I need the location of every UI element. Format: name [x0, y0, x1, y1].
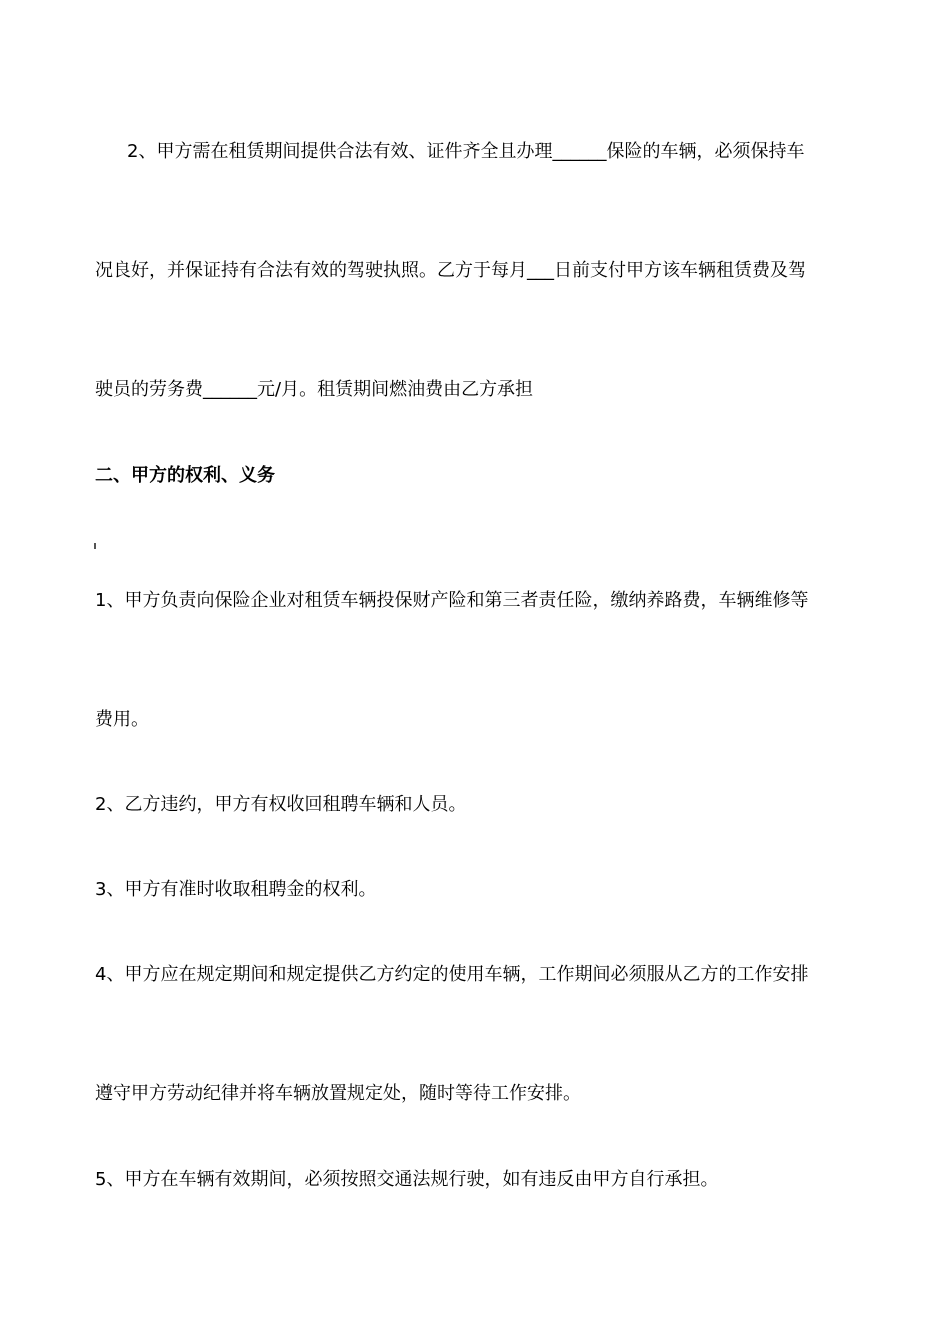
section1-item2-line2: 况良好，并保证持有合法有效的驾驶执照。乙方于每月___日前支付甲方该车辆租赁费及驾: [95, 260, 806, 281]
section2-item5: 5、甲方在车辆有效期间，必须按照交通法规行驶，如有违反由甲方自行承担。: [95, 1169, 719, 1190]
section2-item3: 3、甲方有准时收取租聘金的权利。: [95, 879, 377, 900]
section2-item4-line1: 4、甲方应在规定期间和规定提供乙方约定的使用车辆，工作期间必须服从乙方的工作安排: [95, 964, 809, 985]
section2-item1-line1: 1、甲方负责向保险企业对租赁车辆投保财产险和第三者责任险，缴纳养路费，车辆维修等: [95, 590, 809, 611]
section1-item2-line1: 2、甲方需在租赁期间提供合法有效、证件齐全且办理______保险的车辆，必须保持车: [127, 141, 805, 162]
section2-item4-line2: 遵守甲方劳动纪律并将车辆放置规定处，随时等待工作安排。: [95, 1083, 581, 1104]
section2-item2: 2、乙方违约，甲方有权收回租聘车辆和人员。: [95, 794, 467, 815]
stray-mark: [94, 543, 96, 549]
section2-item1-line2: 费用。: [95, 709, 149, 730]
section2-heading: 二、甲方的权利、义务: [95, 465, 275, 486]
section1-item2-line3: 驶员的劳务费______元/月。租赁期间燃油费由乙方承担: [95, 379, 534, 400]
